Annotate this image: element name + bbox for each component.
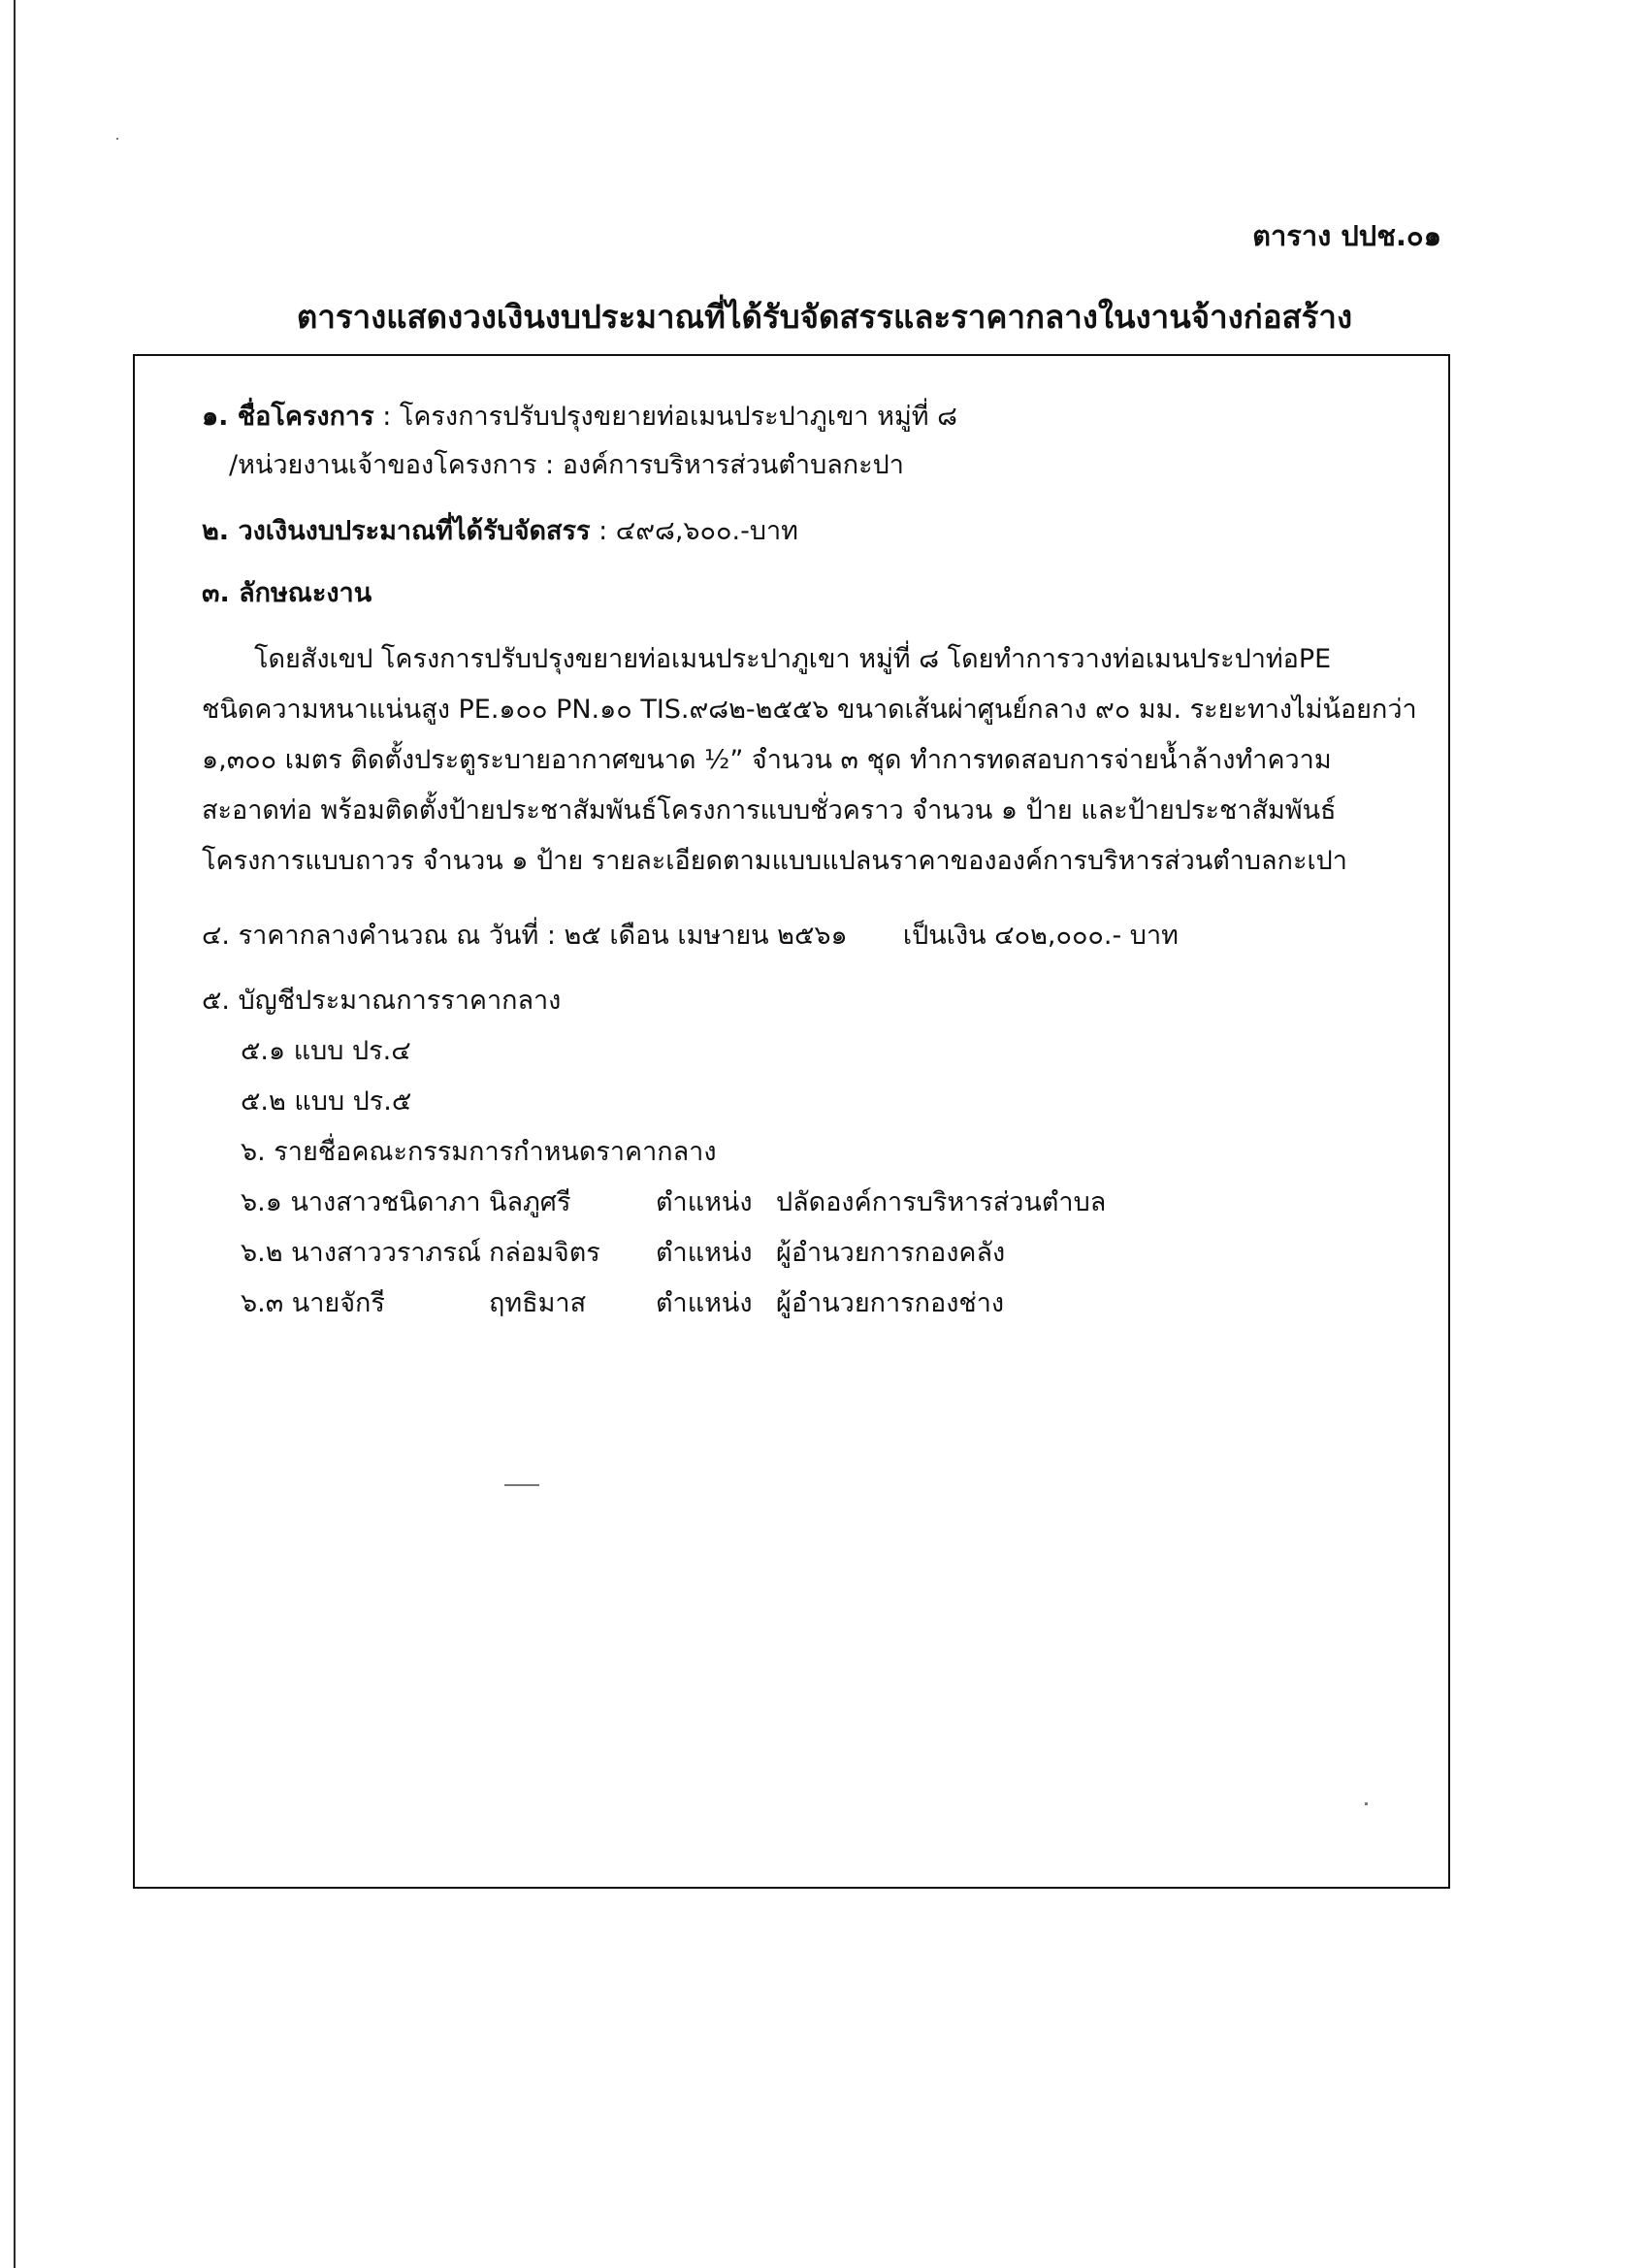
section5-label: ๕. บัญชีประมาณการราคากลาง xyxy=(202,986,562,1016)
scan-speck xyxy=(116,138,118,140)
section3-label: ๓. ลักษณะงาน xyxy=(202,578,372,608)
section2-value: : ๔๙๘,๖๐๐.-บาท xyxy=(590,516,798,546)
section4-text: ๔. ราคากลางคำนวณ ณ วันที่ : ๒๕ เดือน เมษายน ๒๕๖๑ xyxy=(202,921,848,951)
member-position: ปลัดองค์การบริหารส่วนตำบล xyxy=(776,1187,1107,1217)
member-position-label: ตำแหน่ง xyxy=(656,1288,753,1318)
section3-line: ชนิดความหนาแน่นสูง PE.๑๐๐ PN.๑๐ TIS.๙๘๒-๒๕๕๖ ขนาดเส้นผ่าศูนย์กลาง ๙๐ มม. ระยะทางไม่น้อยกว่า xyxy=(202,695,1417,725)
section2-label: ๒. วงเงินงบประมาณที่ได้รับจัดสรร xyxy=(202,516,591,546)
page-title: ตารางแสดงวงเงินงบประมาณที่ได้รับจัดสรรและราคากลางในงานจ้างก่อสร้าง xyxy=(296,298,1353,336)
section1-value: : โครงการปรับปรุงขยายท่อเมนประปาภูเขา หมู่ที่ ๘ xyxy=(373,402,957,432)
section3-line: โครงการแบบถาวร จำนวน ๑ ป้าย รายละเอียดตามแบบแปลนราคาขององค์การบริหารส่วนตำบลกะเปา xyxy=(202,846,1347,876)
member-position-label: ตำแหน่ง xyxy=(656,1238,753,1268)
scan-speck xyxy=(1365,1802,1368,1805)
member-surname: ฤทธิมาส xyxy=(489,1288,587,1318)
committee-row xyxy=(241,1183,1106,1222)
member-position: ผู้อำนวยการกองคลัง xyxy=(776,1238,1006,1268)
section5-item: ๕.๒ แบบ ปร.๕ xyxy=(241,1086,412,1117)
member-surname: กล่อมจิตร xyxy=(489,1238,600,1268)
member-surname: นิลภูศรี xyxy=(489,1187,571,1217)
section1-agency: /หน่วยงานเจ้าของโครงการ : องค์การบริหารส่วนตำบลกะปา xyxy=(229,450,904,480)
member-name: ๖.๑ นางสาวชนิดาภา xyxy=(241,1187,481,1217)
form-code: ตาราง ปปช.๐๑ xyxy=(1252,219,1441,252)
section3-line: สะอาดท่อ พร้อมติดตั้งป้ายประชาสัมพันธ์โครงการแบบชั่วคราว จำนวน ๑ ป้าย และป้ายประชาสัมพันธ์ xyxy=(202,795,1337,826)
section1-label: ๑. ชื่อโครงการ xyxy=(202,402,374,432)
section6-label: ๖. รายชื่อคณะกรรมการกำหนดราคากลาง xyxy=(241,1137,717,1167)
committee-row xyxy=(241,1284,1004,1323)
section1-project-name xyxy=(202,398,957,437)
section4-amount: เป็นเงิน ๔๐๒,๐๐๐.- บาท xyxy=(902,921,1179,951)
section4-median-price xyxy=(202,917,1179,956)
section2-budget xyxy=(202,512,798,551)
member-position-label: ตำแหน่ง xyxy=(656,1187,753,1217)
section3-line: โดยสังเขป โครงการปรับปรุงขยายท่อเมนประปาภูเขา หมู่ที่ ๘ โดยทำการวางท่อเมนประปาท่อPE xyxy=(254,644,1332,674)
section3-line: ๑,๓๐๐ เมตร ติดตั้งประตูระบายอากาศขนาด ½” จำนวน ๓ ชุด ทำการทดสอบการจ่ายน้ำล้างทำความ xyxy=(202,745,1332,775)
member-position: ผู้อำนวยการกองช่าง xyxy=(776,1288,1005,1318)
member-name: ๖.๒ นางสาววราภรณ์ xyxy=(241,1238,481,1268)
member-name: ๖.๓ นายจักรี xyxy=(241,1288,385,1318)
committee-row xyxy=(241,1234,1005,1273)
section5-item: ๕.๑ แบบ ปร.๔ xyxy=(241,1036,411,1066)
scan-speck xyxy=(504,1484,539,1486)
